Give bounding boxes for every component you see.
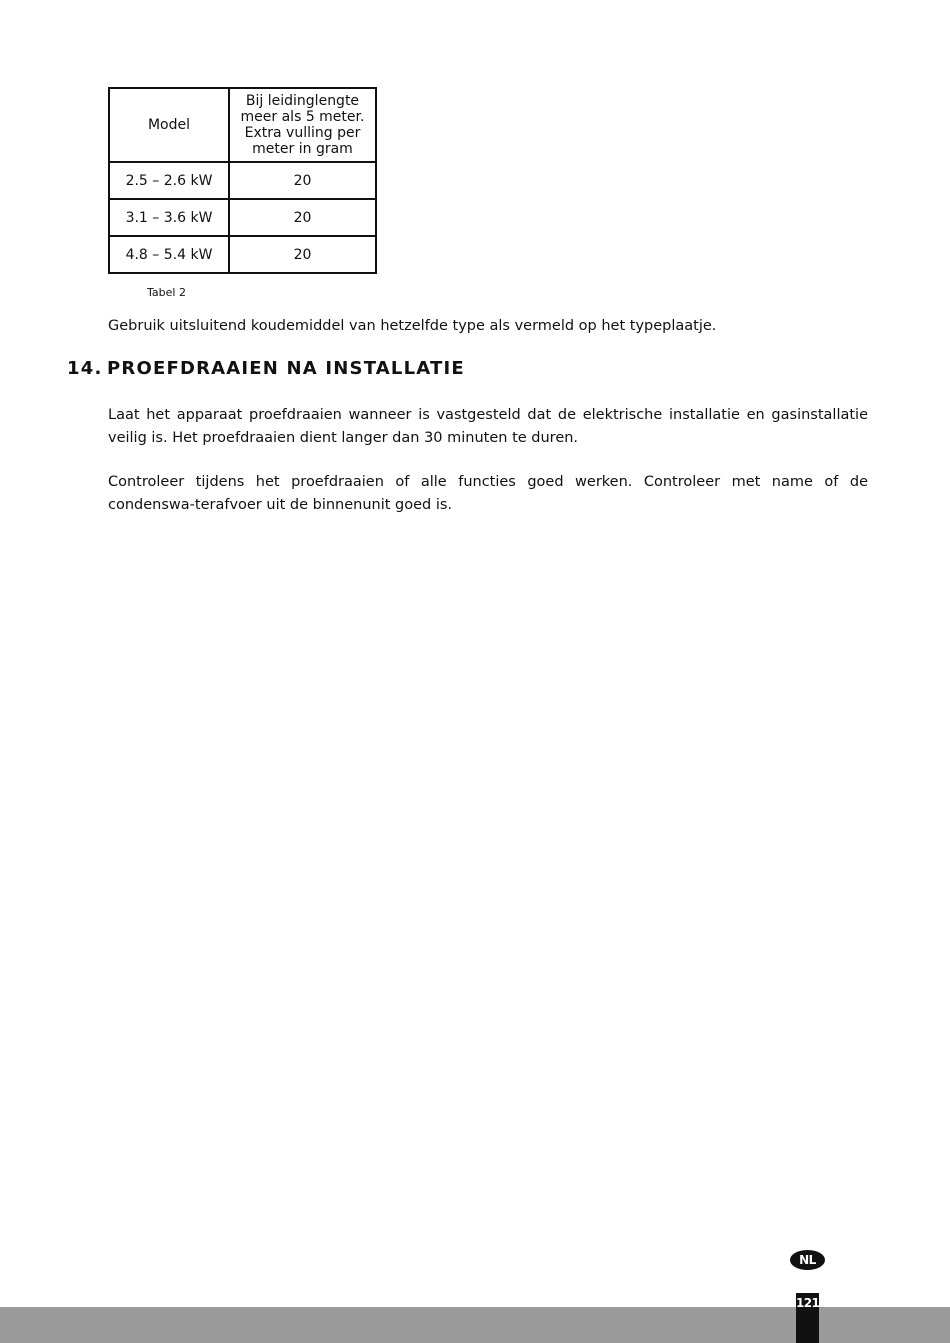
table-row bbox=[109, 199, 376, 236]
table-row bbox=[109, 162, 376, 199]
page-number-tab bbox=[796, 1293, 819, 1343]
language-badge: NL bbox=[790, 1250, 825, 1270]
section-paragraph: Controleer tijdens het proefdraaien of alle functies goed werken. Controleer met name of de condenswa-terafvoer uit de binnenunit goed is. bbox=[108, 474, 868, 513]
table-caption: Tabel 2 bbox=[147, 286, 186, 299]
extra-charge-table bbox=[108, 87, 377, 274]
page-number: 121 bbox=[796, 1296, 820, 1310]
header-extra-line: meer als 5 meter. bbox=[240, 109, 365, 125]
cell-model: 3.1 – 3.6 kW bbox=[109, 199, 229, 236]
table-row bbox=[109, 236, 376, 273]
refrigerant-note: Gebruik uitsluitend koudemiddel van hetzelfde type als vermeld op het typeplaatje. bbox=[108, 318, 717, 334]
cell-value: 20 bbox=[229, 199, 376, 236]
section-number: 14. bbox=[67, 358, 103, 379]
cell-model: 4.8 – 5.4 kW bbox=[109, 236, 229, 273]
cell-value: 20 bbox=[229, 236, 376, 273]
header-extra-line: Bij leidinglengte bbox=[245, 93, 360, 109]
section-heading bbox=[67, 357, 465, 381]
header-model: Model bbox=[109, 88, 229, 162]
header-extra-charge bbox=[229, 88, 376, 162]
cell-model: 2.5 – 2.6 kW bbox=[109, 162, 229, 199]
section-title: PROEFDRAAIEN NA INSTALLATIE bbox=[107, 358, 465, 379]
cell-value: 20 bbox=[229, 162, 376, 199]
header-extra-line: Extra vulling per bbox=[244, 125, 361, 141]
table-header-row bbox=[109, 88, 376, 162]
section-paragraph: Laat het apparaat proefdraaien wanneer is vastgesteld dat de elektrische installatie en gasinstallatie veilig is. Het proefdraaien dient langer dan 30 minuten te duren. bbox=[108, 407, 868, 446]
header-extra-line: meter in gram bbox=[252, 141, 353, 157]
